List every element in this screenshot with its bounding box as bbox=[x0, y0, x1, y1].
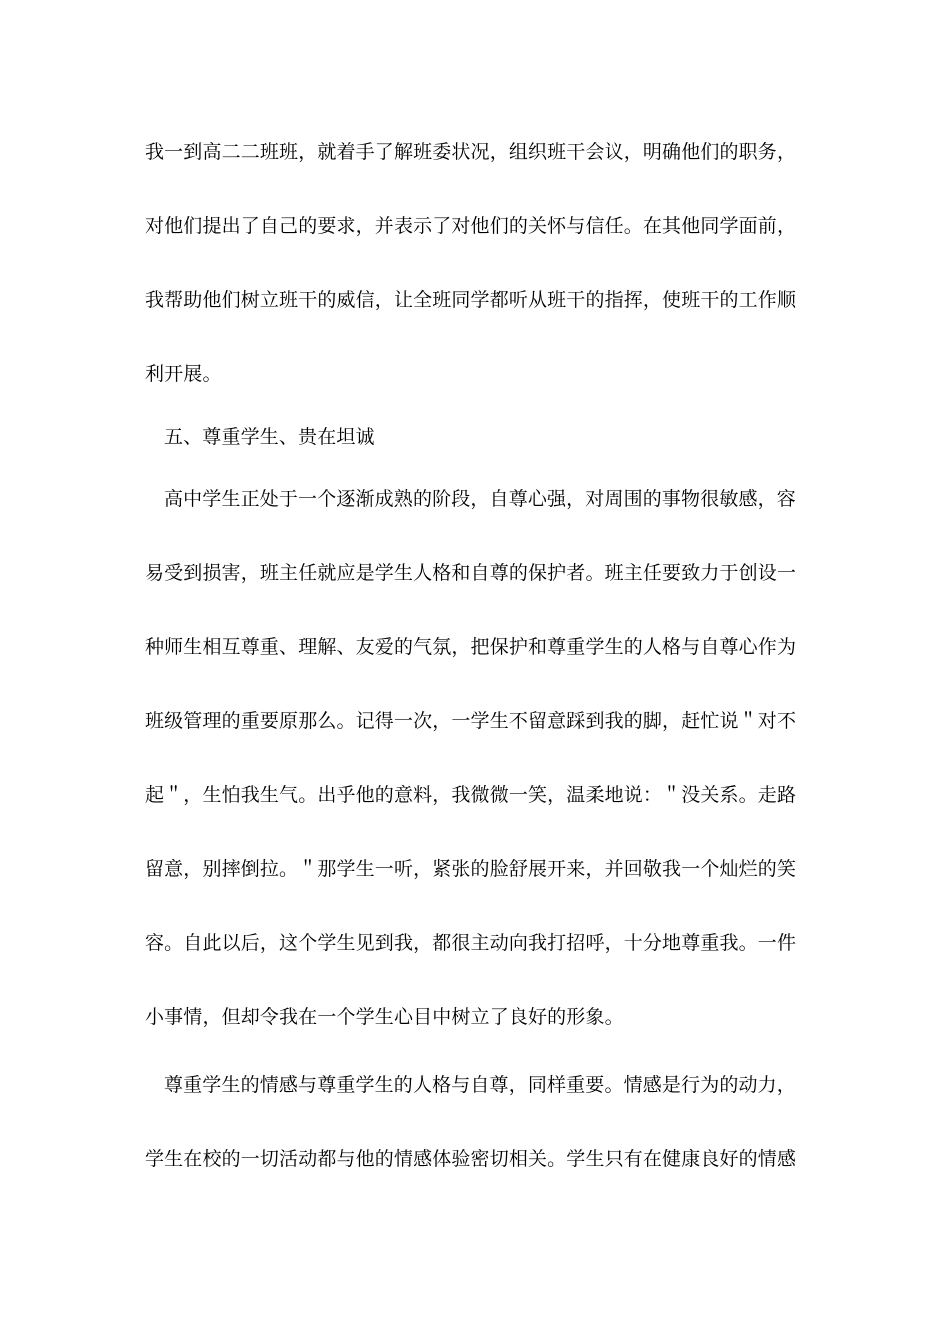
paragraph-line: 班级管理的重要原那么。记得一次，一学生不留意踩到我的脚，赶忙说＂对不 bbox=[145, 710, 797, 732]
paragraph-line: 留意，别摔倒拉。＂那学生一听，紧张的脸舒展开来，并回敬我一个灿烂的笑 bbox=[145, 858, 797, 880]
paragraph-line: 利开展。 bbox=[145, 363, 222, 385]
paragraph-line: 易受到损害，班主任就应是学生人格和自尊的保护者。班主任要致力于创设一 bbox=[145, 562, 797, 584]
paragraph-line: 小事情，但却令我在一个学生心目中树立了良好的形象。 bbox=[145, 1006, 624, 1028]
paragraph-line: 对他们提出了自己的要求，并表示了对他们的关怀与信任。在其他同学面前， bbox=[145, 215, 797, 237]
paragraph-line: 尊重学生的情感与尊重学生的人格与自尊，同样重要。情感是行为的动力， bbox=[164, 1074, 796, 1096]
paragraph-line: 我帮助他们树立班干的威信，让全班同学都听从班干的指挥，使班干的工作顺 bbox=[145, 289, 797, 311]
paragraph-line: 高中学生正处于一个逐渐成熟的阶段，自尊心强，对周围的事物很敏感，容 bbox=[164, 488, 796, 510]
paragraph-line: 起＂，生怕我生气。出乎他的意料，我微微一笑，温柔地说：＂没关系。走路 bbox=[145, 784, 797, 806]
paragraph-line: 容。自此以后，这个学生见到我，都很主动向我打招呼，十分地尊重我。一件 bbox=[145, 932, 797, 954]
paragraph-line: 学生在校的一切活动都与他的情感体验密切相关。学生只有在健康良好的情感 bbox=[145, 1148, 797, 1170]
section-heading: 五、尊重学生、贵在坦诚 bbox=[164, 426, 375, 448]
paragraph-line: 种师生相互尊重、理解、友爱的气氛，把保护和尊重学生的人格与自尊心作为 bbox=[145, 636, 797, 658]
paragraph-line: 我一到高二二班班，就着手了解班委状况，组织班干会议，明确他们的职务， bbox=[145, 141, 797, 163]
